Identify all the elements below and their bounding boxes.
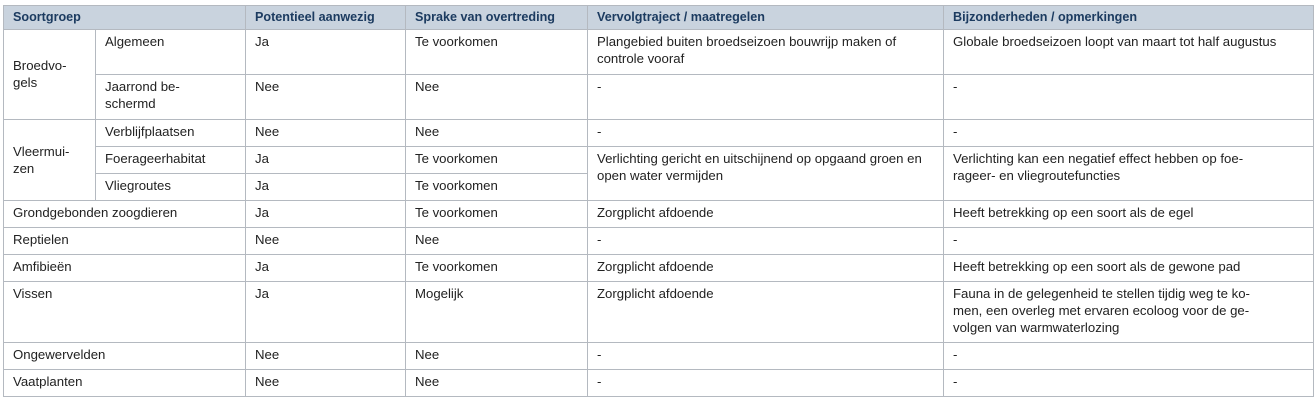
present-cell: Ja	[246, 282, 406, 343]
species-table	[3, 5, 1314, 397]
present-cell: Nee	[246, 370, 406, 397]
subgroup-algemeen: Algemeen	[96, 30, 246, 75]
table-row	[4, 228, 1314, 255]
remarks-cell: Verlichting kan een negatief effect hebben op foe- rageer- en vliegroutefuncties	[944, 147, 1314, 201]
group-amfibieen: Amfibieën	[4, 255, 246, 282]
present-cell: Nee	[246, 343, 406, 370]
header-bijzonderheden: Bijzonderheden / opmerkingen	[944, 6, 1314, 30]
violation-cell: Nee	[406, 228, 588, 255]
present-cell: Nee	[246, 228, 406, 255]
violation-cell: Te voorkomen	[406, 30, 588, 75]
remarks-cell: Fauna in de gelegenheid te stellen tijdig weg te ko- men, een overleg met ervaren ecoloog voor de ge- volgen van warmwaterlozing	[944, 282, 1314, 343]
measures-cell: Verlichting gericht en uitschijnend op opgaand groen en open water vermijden	[588, 147, 944, 201]
measures-cell: Zorgplicht afdoende	[588, 201, 944, 228]
violation-cell: Te voorkomen	[406, 147, 588, 174]
table-row	[4, 30, 1314, 75]
violation-cell: Nee	[406, 370, 588, 397]
remarks-cell: -	[944, 228, 1314, 255]
present-cell: Ja	[246, 255, 406, 282]
violation-cell: Te voorkomen	[406, 255, 588, 282]
table-row	[4, 120, 1314, 147]
group-vaatplanten: Vaatplanten	[4, 370, 246, 397]
table-row	[4, 201, 1314, 228]
group-grondgebonden-zoogdieren: Grondgebonden zoogdieren	[4, 201, 246, 228]
measures-cell: Plangebied buiten broedseizoen bouwrijp maken of controle vooraf	[588, 30, 944, 75]
remarks-cell: -	[944, 120, 1314, 147]
violation-cell: Mogelijk	[406, 282, 588, 343]
header-soortgroep: Soortgroep	[4, 6, 246, 30]
subgroup-foerageerhabitat: Foerageerhabitat	[96, 147, 246, 174]
table-row	[4, 343, 1314, 370]
measures-cell: Zorgplicht afdoende	[588, 255, 944, 282]
violation-cell: Nee	[406, 343, 588, 370]
header-potentieel-aanwezig: Potentieel aanwezig	[246, 6, 406, 30]
measures-cell: -	[588, 120, 944, 147]
present-cell: Nee	[246, 75, 406, 120]
subgroup-jaarrond: Jaarrond be- schermd	[96, 75, 246, 120]
remarks-cell: -	[944, 75, 1314, 120]
subgroup-verblijfplaatsen: Verblijfplaatsen	[96, 120, 246, 147]
subgroup-vliegroutes: Vliegroutes	[96, 174, 246, 201]
group-vissen: Vissen	[4, 282, 246, 343]
measures-cell: -	[588, 343, 944, 370]
remarks-cell: -	[944, 343, 1314, 370]
violation-cell: Te voorkomen	[406, 174, 588, 201]
present-cell: Ja	[246, 147, 406, 174]
group-vleermuizen: Vleermui- zen	[4, 120, 96, 201]
table-row	[4, 282, 1314, 343]
group-ongewervelden: Ongewervelden	[4, 343, 246, 370]
present-cell: Ja	[246, 30, 406, 75]
violation-cell: Nee	[406, 120, 588, 147]
header-sprake-van-overtreding: Sprake van overtreding	[406, 6, 588, 30]
measures-cell: -	[588, 228, 944, 255]
header-row	[4, 6, 1314, 30]
violation-cell: Nee	[406, 75, 588, 120]
remarks-cell: Heeft betrekking op een soort als de egel	[944, 201, 1314, 228]
measures-cell: -	[588, 370, 944, 397]
measures-cell: Zorgplicht afdoende	[588, 282, 944, 343]
remarks-cell: Globale broedseizoen loopt van maart tot half augustus	[944, 30, 1314, 75]
measures-cell: -	[588, 75, 944, 120]
table-row	[4, 370, 1314, 397]
present-cell: Ja	[246, 201, 406, 228]
present-cell: Nee	[246, 120, 406, 147]
table-row	[4, 75, 1314, 120]
violation-cell: Te voorkomen	[406, 201, 588, 228]
header-vervolgtraject: Vervolgtraject / maatregelen	[588, 6, 944, 30]
table-row	[4, 255, 1314, 282]
group-reptielen: Reptielen	[4, 228, 246, 255]
remarks-cell: -	[944, 370, 1314, 397]
group-broedvogels: Broedvo- gels	[4, 30, 96, 120]
present-cell: Ja	[246, 174, 406, 201]
remarks-cell: Heeft betrekking op een soort als de gewone pad	[944, 255, 1314, 282]
table-row	[4, 147, 1314, 174]
